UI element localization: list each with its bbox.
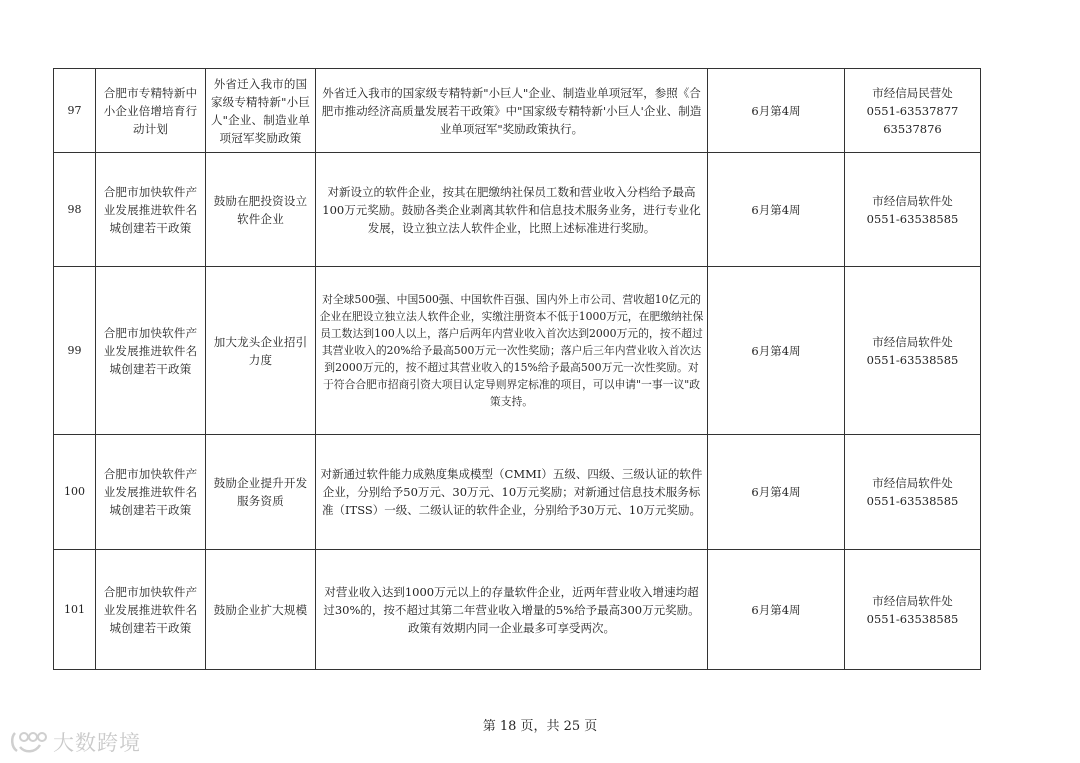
policy-table xyxy=(53,68,981,670)
row-number: 98 xyxy=(54,153,96,267)
contact-phone-secondary: 63537876 xyxy=(883,121,942,136)
release-time: 6月第4周 xyxy=(708,267,845,435)
support-item: 加大龙头企业招引力度 xyxy=(206,267,316,435)
policy-detail: 对全球500强、中国500强、中国软件百强、国内外上市公司、营收超10亿元的企业在肥设立独立法人软件企业，实缴注册资本不低于1000万元，在肥缴纳社保员工数达到100人以上，落户后两年内营业收入首次达到2000万元的，按不超过其营业收入的20%给予最高500万元一次性奖励；落户后三年内营业收入首次达到2000万元的，按不超过其营业收入的15%给予最高500万元一次性奖励。对于符合合肥市招商引资大项目认定导则界定标准的项目，可以申请"一事一议"政策支持。 xyxy=(316,267,708,435)
watermark-text: 大数跨境 xyxy=(53,731,141,755)
contact-phone: 0551-63538585 xyxy=(866,211,959,226)
policy-detail: 对新通过软件能力成熟度集成模型（CMMI）五级、四级、三级认证的软件企业，分别给予50万元、30万元、10万元奖励；对新通过信息技术服务标准（ITSS）一级、二级认证的软件企业，分别给予30万元、10万元奖励。 xyxy=(316,435,708,550)
contact-cell xyxy=(845,550,981,670)
row-number: 100 xyxy=(54,435,96,550)
row-number: 99 xyxy=(54,267,96,435)
policy-name: 合肥市加快软件产业发展推进软件名城创建若干政策 xyxy=(96,435,206,550)
watermark xyxy=(9,727,141,757)
support-item: 鼓励企业提升开发服务资质 xyxy=(206,435,316,550)
release-time: 6月第4周 xyxy=(708,153,845,267)
policy-name: 合肥市加快软件产业发展推进软件名城创建若干政策 xyxy=(96,267,206,435)
contact-phone: 0551-63537877 xyxy=(866,103,959,118)
contact-department: 市经信局软件处 xyxy=(872,593,953,608)
page-number: 第 18 页，共 25 页 xyxy=(482,719,598,734)
contact-department: 市经信局民营处 xyxy=(872,85,953,100)
contact-department: 市经信局软件处 xyxy=(872,476,953,490)
policy-name: 合肥市加快软件产业发展推进软件名城创建若干政策 xyxy=(96,153,206,267)
support-item: 外省迁入我市的国家级专精特新"小巨人"企业、制造业单项冠军奖励政策 xyxy=(206,69,316,153)
table-row xyxy=(54,69,981,153)
contact-cell xyxy=(845,435,981,550)
policy-detail: 对新设立的软件企业，按其在肥缴纳社保员工数和营业收入分档给予最高100万元奖励。鼓励各类企业剥离其软件和信息技术服务业务，进行专业化发展，设立独立法人软件企业，比照上述标准进行奖励。 xyxy=(316,153,708,267)
release-time: 6月第4周 xyxy=(708,69,845,153)
contact-cell xyxy=(845,153,981,267)
policy-detail: 对营业收入达到1000万元以上的存量软件企业，近两年营业收入增速均超过30%的，按不超过其第二年营业收入增量的5%给予最高300万元奖励。政策有效期内同一企业最多可享受两次。 xyxy=(316,550,708,670)
contact-phone: 0551-63538585 xyxy=(866,611,959,626)
release-time: 6月第4周 xyxy=(708,435,845,550)
row-number: 101 xyxy=(54,550,96,670)
contact-department: 市经信局软件处 xyxy=(872,193,953,208)
table-row xyxy=(54,267,981,435)
brand-logo-icon xyxy=(9,729,49,755)
contact-cell xyxy=(845,267,981,435)
contact-phone: 0551-63538585 xyxy=(866,352,959,367)
release-time: 6月第4周 xyxy=(708,550,845,670)
policy-name: 合肥市加快软件产业发展推进软件名城创建若干政策 xyxy=(96,550,206,670)
table-row xyxy=(54,435,981,550)
table-row xyxy=(54,550,981,670)
contact-phone: 0551-63538585 xyxy=(866,494,959,508)
support-item: 鼓励在肥投资设立软件企业 xyxy=(206,153,316,267)
table-row xyxy=(54,153,981,267)
contact-department: 市经信局软件处 xyxy=(872,334,953,349)
contact-cell xyxy=(845,69,981,153)
support-item: 鼓励企业扩大规模 xyxy=(206,550,316,670)
row-number: 97 xyxy=(54,69,96,153)
policy-name: 合肥市专精特新中小企业倍增培育行动计划 xyxy=(96,69,206,153)
policy-detail: 外省迁入我市的国家级专精特新"小巨人"企业、制造业单项冠军，参照《合肥市推动经济高质量发展若干政策》中"国家级专精特新'小巨人'企业、制造业单项冠军"奖励政策执行。 xyxy=(316,69,708,153)
